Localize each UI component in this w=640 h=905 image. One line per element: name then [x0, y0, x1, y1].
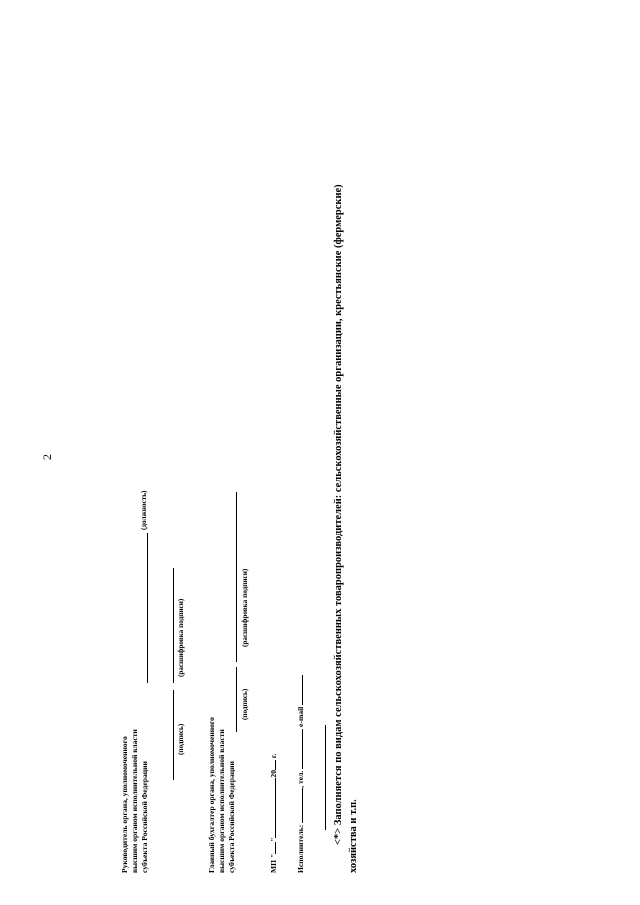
phone-blank: [295, 729, 303, 769]
accountant-signature-line: [236, 667, 237, 732]
date-line: [268, 754, 278, 873]
head-signature-caption: (подпись): [177, 723, 185, 755]
head-title-line2: высшим органом исполнительной власти: [130, 729, 139, 873]
day-blank: [268, 842, 276, 854]
head-title-line3: субъекта Российской Федерации: [140, 761, 149, 873]
position-underline: [147, 533, 148, 683]
head-decoding-caption: (расшифровка подписи): [177, 598, 185, 677]
month-blank: [268, 778, 276, 838]
head-signature-line: [173, 690, 174, 780]
mp-label: МП ": [269, 853, 278, 873]
accountant-title-line2: высшим органом исполнительной власти: [217, 729, 226, 873]
quote-close: ": [269, 837, 278, 842]
accountant-title-line1: Главный бухгалтер органа, уполномоченного: [207, 717, 216, 873]
accountant-title-line3: субъекта Российской Федерации: [227, 761, 236, 873]
page-number: 2: [40, 454, 54, 460]
accountant-signature-caption: (подпись): [241, 688, 249, 720]
head-title-line1: Руководитель органа, уполномоченного: [120, 736, 129, 873]
accountant-decoding-line: [236, 492, 237, 662]
email-label: e-mail: [296, 706, 305, 727]
year-blank: [268, 760, 276, 770]
executor-line: [295, 675, 305, 873]
accountant-decoding-caption: (расшифровка подписи): [241, 568, 249, 647]
year-prefix: 20: [269, 769, 278, 778]
email-blank: [295, 675, 303, 705]
year-suffix: г.: [269, 753, 278, 759]
footnote-line2: хозяйства и т.п.: [348, 799, 359, 873]
phone-label: , тел.: [296, 770, 305, 788]
head-position-caption: (должность): [140, 490, 148, 530]
footnote-separator: [325, 725, 326, 830]
head-decoding-line: [173, 568, 174, 683]
executor-label: Исполнитель:: [296, 824, 305, 873]
footnote-line1: <*> Заполняется по видам сельскохозяйственных товаропроизводителей: сельскохозяйственные организации, крестьянские (фермерские): [333, 184, 344, 845]
executor-blank: [295, 788, 303, 823]
